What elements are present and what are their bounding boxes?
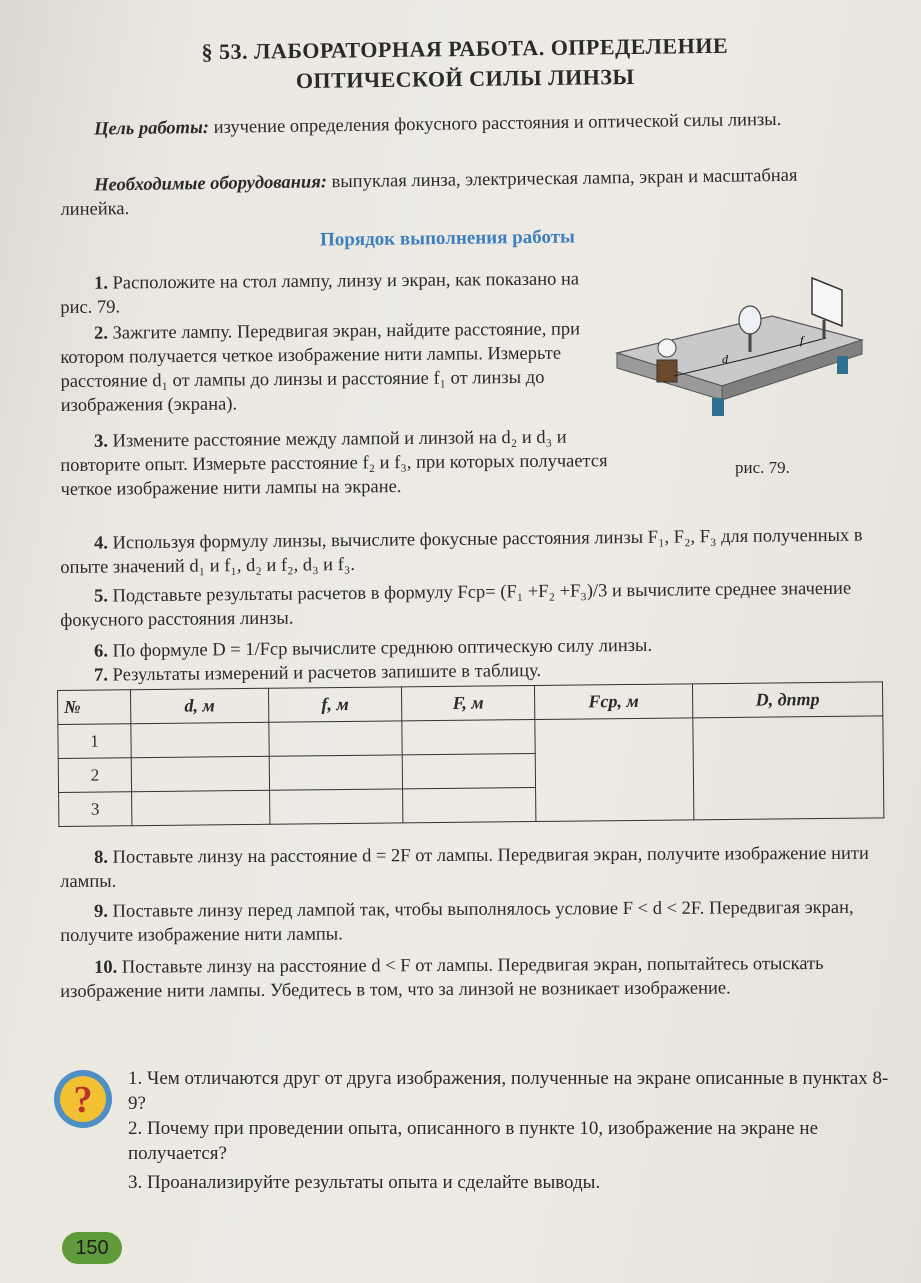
step-3: 3. Измените расстояние между лампой и линзой на d₂ и d₃ и повторите опыт. Измерьте расстояние f₂ и f₃, при которых получается четкое изображение нити лампы на экране.: [60, 427, 608, 500]
question-mark-icon: [52, 1068, 114, 1130]
equipment-text: выпуклая линза, электрическая лампа, экран и масштабная линейка.: [60, 165, 798, 220]
step-7: 7. Результаты измерений и расчетов запишите в таблицу.: [94, 660, 542, 686]
equipment-paragraph: [60, 163, 861, 222]
header-F: F, м: [401, 685, 534, 720]
step-4: 4. Используя формулу линзы, вычислите фокусные расстояния линзы F₁, F₂, F₃ для полученных в опыте значений d₁ и f₁, d₂ и f₂, d₃ и f₃.: [60, 525, 863, 578]
cell-D[interactable]: [693, 716, 884, 820]
cell-f[interactable]: [269, 721, 402, 756]
header-f: f, м: [268, 687, 401, 722]
page-number-badge: 150: [62, 1232, 122, 1264]
question-3: 3. Проанализируйте результаты опыта и сделайте выводы.: [128, 1172, 601, 1193]
step-2: 2. Зажгите лампу. Передвигая экран, найдите расстояние, при котором получается четкое изображение нити лампы. Измерьте расстояние d₁ от лампы до линзы и расстояние f₁ от линзы до изображения (экрана).: [60, 319, 581, 416]
title-line-2: ОПТИЧЕСКОЙ СИЛЫ ЛИНЗЫ: [295, 63, 635, 94]
question-2: 2. Почему при проведении опыта, описанного в пункте 10, изображение на экране не получается?: [128, 1118, 819, 1164]
cell-d[interactable]: [131, 756, 269, 791]
question-1: 1. Чем отличаются друг от друга изображения, полученные на экране описанные в пунктах 8-9?: [128, 1068, 889, 1114]
title-line-1: § 53. ЛАБОРАТОРНАЯ РАБОТА. ОПРЕДЕЛЕНИЕ: [201, 32, 729, 65]
procedure-heading: Порядок выполнения работы: [319, 226, 576, 251]
label-f: f: [800, 333, 804, 347]
results-table: [57, 681, 884, 827]
goal-paragraph: [60, 107, 860, 142]
cell-Fsr[interactable]: [535, 718, 694, 822]
cell-F[interactable]: [402, 753, 535, 788]
row-number: 2: [58, 758, 131, 793]
step-6: 6. По формуле D = 1/Fср вычислите среднюю оптическую силу линзы.: [94, 635, 653, 662]
step-5: 5. Подставьте результаты расчетов в формулу Fср= (F₁ +F₂ +F₃)/3 и вычислите среднее значение фокусного расстояния линзы.: [60, 578, 852, 631]
figure-caption: рис. 79.: [735, 458, 790, 477]
page-title: [90, 29, 841, 98]
svg-text:?: ?: [73, 1079, 93, 1121]
header-number: №: [58, 690, 131, 725]
cell-d[interactable]: [132, 790, 270, 825]
equipment-label: Необходимые оборудования:: [94, 172, 328, 196]
header-d: d, м: [131, 688, 269, 723]
step-8: 8. Поставьте линзу на расстояние d = 2F от лампы. Передвигая экран, получите изображение нити лампы.: [60, 843, 869, 892]
goal-label: Цель работы:: [94, 117, 210, 140]
row-number: 3: [59, 792, 132, 827]
step-10: 10. Поставьте линзу на расстояние d < F от лампы. Передвигая экран, попытайтесь отыскать изображение нити лампы. Убедитесь в том, что за линзой не возникает изображение.: [60, 954, 824, 1002]
goal-text: изучение определения фокусного расстояния и оптической силы линзы.: [208, 109, 782, 138]
cell-d[interactable]: [131, 722, 269, 757]
table-row: [58, 716, 883, 759]
cell-f[interactable]: [269, 755, 402, 790]
label-d: d: [722, 352, 728, 366]
header-Fsr: Fср, м: [534, 684, 692, 720]
step-9: 9. Поставьте линзу перед лампой так, чтобы выполнялось условие F < d < 2F. Передвигая экран, получите изображение нити лампы.: [60, 897, 854, 946]
step-1: 1. Расположите на стол лампу, линзу и экран, как показано на рис. 79.: [60, 269, 580, 318]
cell-F[interactable]: [402, 719, 535, 754]
cell-F[interactable]: [403, 787, 536, 822]
header-D: D, дптр: [692, 682, 882, 718]
cell-f[interactable]: [270, 789, 403, 824]
row-number: 1: [58, 724, 131, 759]
figure-79-apparatus: [612, 268, 874, 438]
